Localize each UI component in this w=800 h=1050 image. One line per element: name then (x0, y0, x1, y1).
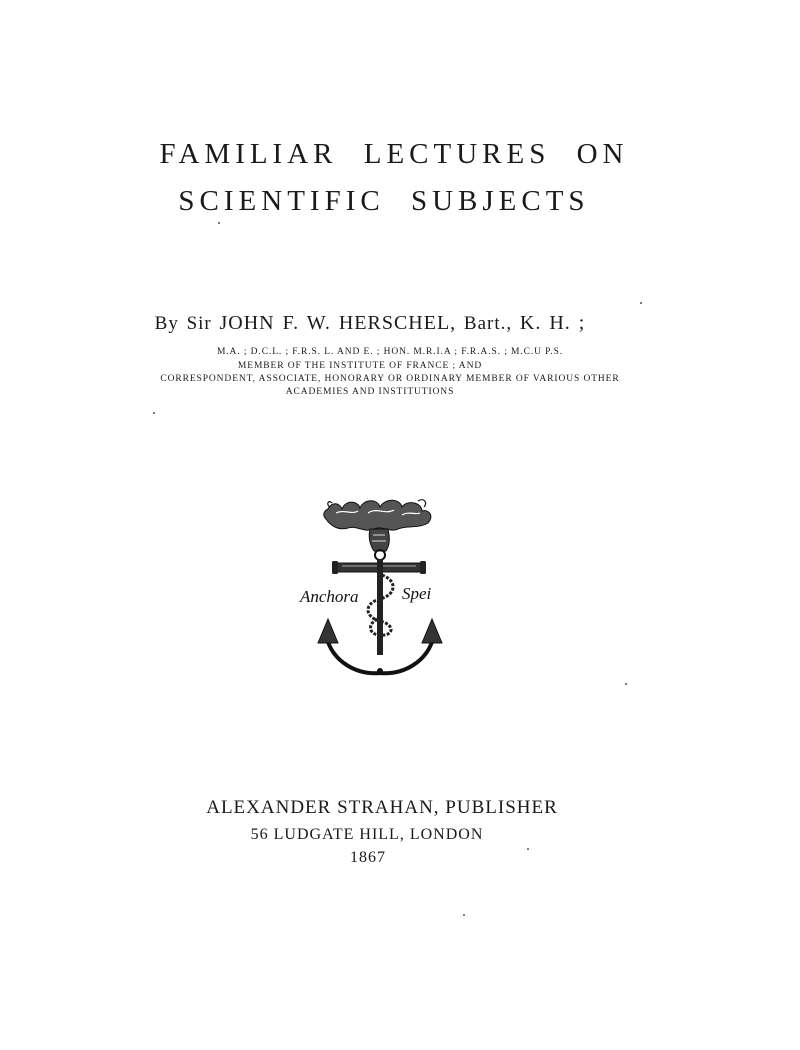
scan-speck (640, 302, 642, 304)
author-line (0, 312, 770, 335)
scan-speck (463, 914, 465, 916)
author-by: By (154, 313, 179, 334)
title-line-1: FAMILIAR LECTURES ON (159, 138, 629, 170)
scan-speck (218, 222, 220, 224)
author-name: JOHN F. W. HERSCHEL, (219, 312, 457, 334)
motto-left: Anchora (300, 587, 359, 606)
anchor-shank-icon (377, 559, 383, 655)
credentials-line-2: MEMBER OF THE INSTITUTE OF FRANCE ; AND (237, 361, 483, 371)
hand-icon (369, 529, 389, 551)
author-honorific: Sir (186, 313, 212, 334)
motto-right: Spei (402, 584, 432, 603)
author-title-bart: Bart., (463, 313, 513, 334)
cloud-icon (324, 500, 431, 530)
title-line-2: SCIENTIFIC SUBJECTS (178, 185, 590, 217)
publication-year: 1867 (350, 849, 386, 866)
anchor-printers-device (298, 495, 458, 680)
scan-speck (625, 683, 627, 685)
scan-speck (527, 848, 529, 850)
anchor-right-fluke-icon (422, 619, 442, 643)
credentials-line-1: M.A. ; D.C.L. ; F.R.S. L. AND E. ; HON. M.R.I.A ; F.R.A.S. ; M.C.U P.S. (216, 347, 564, 357)
credentials-line-4: ACADEMIES AND INSTITUTIONS (285, 387, 455, 397)
credentials-line-3: CORRESPONDENT, ASSOCIATE, HONORARY OR ORDINARY MEMBER OF VARIOUS OTHER (160, 374, 620, 384)
address-line: 56 LUDGATE HILL, LONDON (250, 826, 484, 843)
scan-speck (153, 412, 155, 414)
author-title-kh: K. H. ; (519, 312, 586, 334)
publisher-line: ALEXANDER STRAHAN, PUBLISHER (206, 797, 558, 818)
anchor-left-fluke-icon (318, 619, 338, 643)
